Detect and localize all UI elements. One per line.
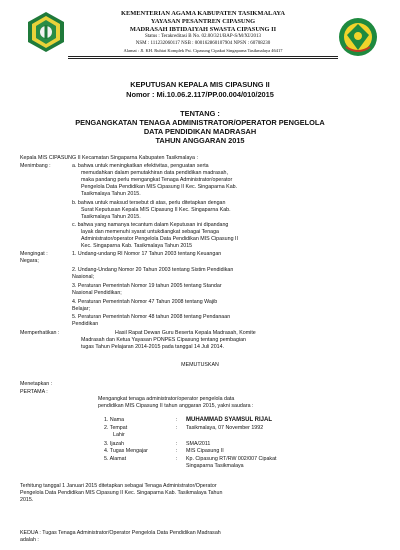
letterhead-line-3: MADRASAH IBTIDAIYAH SWASTA CIPASUNG II <box>129 26 277 33</box>
menimbang-label: Menimbang : <box>20 163 51 169</box>
menetapkan-label: Menetapkan : <box>20 381 53 387</box>
effective-line-3: 2015. <box>20 497 34 503</box>
ministry-emblem <box>26 11 66 53</box>
mengingat-5-cont: Pendidikan <box>72 321 99 327</box>
mengingat-3: 3. Peraturan Pemerintah Nomor 19 tahun 2005 tentang Standar <box>72 283 222 289</box>
person-birth-colon: : <box>176 425 178 431</box>
menimbang-a-2: memudahkan dalam pemutakhiran data pendidikan madrasah, <box>81 170 228 176</box>
person-birth-label-2: Lahir <box>113 432 125 438</box>
mengingat-5: 5. Peraturan Pemerintah Nomor 48 tahun 2008 tentang Pendanaan <box>72 314 231 320</box>
menimbang-a-4: Pengelola Data Pendidikan MIS Cipasung II Kec. Singaparna Kab. <box>81 184 238 190</box>
mengingat-1-cont: Negara; <box>20 258 39 264</box>
subject-line-3: TAHUN ANGGARAN 2015 <box>155 136 245 145</box>
person-ijazah-colon: : <box>176 441 178 447</box>
mengingat-label: Mengingat : <box>20 251 48 257</box>
decree-title: KEPUTUSAN KEPALA MIS CIPASUNG II <box>130 80 270 89</box>
mengingat-2: 2. Undang-Undang Nomor 20 Tahun 2003 tentang Sistim Pendidikan <box>72 267 234 273</box>
person-tugas-value: MIS Cipasung II <box>186 448 224 454</box>
menimbang-c-2: layak dan memenuhi syarat untukdiangkat sebagai Tenaga <box>81 229 220 235</box>
memperhatikan-3: tugas Tahun Pelajaran 2014-2015 pada tanggal 14 Juli 2014. <box>81 344 225 350</box>
person-ijazah-value: SMA/2011 <box>186 441 211 447</box>
memperhatikan-1: Hasil Rapat Dewan Guru Beserta Kepala Madrasah, Komite <box>115 330 256 336</box>
pertama-label: PERTAMA : <box>20 389 48 395</box>
letterhead-line-1: KEMENTERIAN AGAMA KABUPATEN TASIKMALAYA <box>121 10 285 17</box>
pertama-line-1: Mengangkat tenaga administrator/operator pengelola data <box>98 396 235 402</box>
effective-line-1: Terhitung tanggal 1 Januari 2015 ditetapkan sebagai Tenaga Administrator/Operator <box>20 483 217 489</box>
menimbang-c-3: Administrator/operator Pengelola Data Pendidikan MIS Cipasung II <box>81 236 238 242</box>
person-tugas-colon: : <box>176 448 178 454</box>
pertama-line-2: pendidikan MIS Cipasung II tahun anggaran 2015, yakni saudara : <box>98 403 254 409</box>
letterhead-line-2: YAYASAN PESANTREN CIPASUNG <box>150 18 256 25</box>
mengingat-2-cont: Nasional; <box>72 274 95 280</box>
person-tugas-label: 4. Tugas Mengajar <box>104 448 148 454</box>
mengingat-1: 1. Undang-undang RI Nomor 17 Tahun 2003 tentang Keuangan <box>72 251 222 257</box>
decree-number: Nomor : Mi.10.06.2.117/PP.00.004/010/2015 <box>126 90 274 99</box>
letterhead-divider <box>68 56 338 57</box>
person-name-value: MUHAMMAD SYAMSUL RIJAL <box>186 417 273 423</box>
memperhatikan-label: Memperhatikan : <box>20 330 60 336</box>
intro-text: Kepala MIS CIPASUNG II Kecamatan Singaparna Kabupaten Tasikmalaya : <box>20 155 198 161</box>
subject-line-1: PENGANGKATAN TENAGA ADMINISTRATOR/OPERATOR PENGELOLA <box>75 118 325 127</box>
menimbang-a-1: a. bahwa untuk meningkatkan efektivitas, penguatan serta <box>72 163 209 169</box>
letterhead-accreditation: Status : Terakreditasi B No. 02.00/321/BAP-S/M/XI/2013 <box>144 34 262 39</box>
mengingat-4: 4. Peraturan Pemerintah Nomor 47 Tahun 2008 tentang Wajib <box>72 299 218 305</box>
person-birth-value: Tasikmalaya, 07 November 1992 <box>186 425 264 431</box>
person-ijazah-label: 3. Ijazah <box>104 441 125 447</box>
menimbang-c-4: Kec. Singaparna Kab. Tasikmalaya Tahun 2015 <box>81 243 193 249</box>
menimbang-b-1: b. bahwa untuk maksud tersebut di atas, perlu ditetapkan dengan <box>72 200 226 206</box>
subject-label: TENTANG : <box>180 109 220 118</box>
person-birth-label: 2. Tempat <box>104 425 128 431</box>
letterhead-divider-thin <box>68 58 338 59</box>
menimbang-b-2: Surat Keputusan Kepala MIS Cipasung II Kec. Singaparna Kab. <box>81 207 231 213</box>
kedua-line-1: KEDUA : Tugas Tenaga Administrator/Operator Pengelola Data Pendidikan Madrasah <box>20 530 221 536</box>
mengingat-3-cont: Nasional Pendidikan; <box>72 290 122 296</box>
memperhatikan-2: Madrasah dan Ketua Yayasan PONPES Cipasung tentang pembagian <box>81 337 246 343</box>
person-name-colon: : <box>176 417 178 423</box>
person-alamat-value-2: Singaparna Tasikmalaya <box>186 463 244 469</box>
letterhead-address: Alamat : Jl. KH. Ruhiat Komplek Pst. Cipasung Cipakat Singaparna Tasikmalaya 46417 <box>123 48 283 53</box>
menimbang-c-1: c. bahwa yang namanya tecantum dalam Keputusan ini dipandang <box>72 222 229 228</box>
subject-line-2: DATA PENDIDIKAN MADRASAH <box>143 127 257 136</box>
menimbang-a-5: Tasikmalaya Tahun 2015. <box>81 191 141 197</box>
mengingat-4-cont: Belajar; <box>72 306 90 312</box>
kedua-line-2: adalah : <box>20 537 39 543</box>
person-alamat-colon: : <box>176 456 178 462</box>
effective-line-2: Pengelola Data Pendidikan MIS Cipasung II Kec. Singaparna Kab. Tasikmalaya Tahun <box>20 490 223 496</box>
menimbang-a-3: maka pandang perlu mengangkat Tenaga Administrator/operator <box>81 177 233 183</box>
menimbang-b-3: Tasikmalaya Tahun 2015. <box>81 214 141 220</box>
letterhead-registration: NSM : 111232060117 NSB : 000162860107904 NPSN : 60708230 <box>135 41 271 46</box>
memutuskan-heading: MEMUTUSKAN <box>181 362 219 368</box>
person-alamat-label: 5. Alamat <box>104 456 127 462</box>
person-name-label: 1. Nama <box>104 417 125 423</box>
person-alamat-value: Kp. Cipasung RT/RW 002/007 Cipakat <box>186 456 277 462</box>
